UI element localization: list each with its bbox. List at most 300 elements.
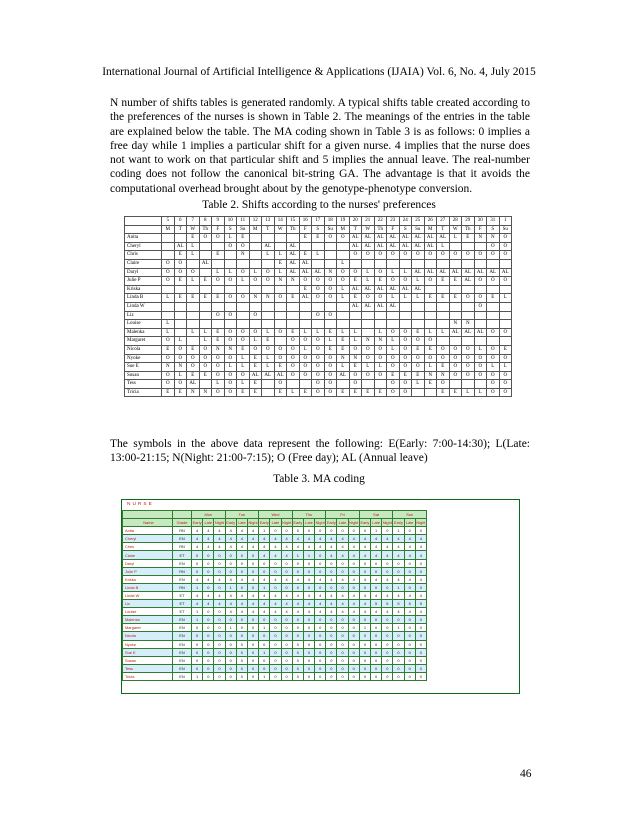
code-cell: 0 bbox=[247, 583, 258, 591]
shift-cell bbox=[162, 234, 175, 243]
code-cell: 0 bbox=[359, 559, 370, 567]
code-cell: 0 bbox=[348, 616, 359, 624]
code-cell: 0 bbox=[236, 640, 247, 648]
shift-cell bbox=[262, 311, 275, 320]
grade-cell: ET bbox=[173, 600, 192, 608]
table-row bbox=[125, 388, 512, 397]
nurse-name-cell: Daryl bbox=[125, 268, 162, 277]
shift-cell bbox=[312, 242, 325, 251]
shift-cell: AL bbox=[374, 234, 387, 243]
shift-cell: O bbox=[162, 371, 175, 380]
nurse-name-cell: Cheryl bbox=[125, 242, 162, 251]
shift-cell: E bbox=[412, 345, 425, 354]
nurse-name-cell: Malenka bbox=[125, 328, 162, 337]
shift-cell: AL bbox=[349, 242, 362, 251]
shift-cell: E bbox=[374, 277, 387, 286]
shift-cell: L bbox=[237, 363, 250, 372]
table-row bbox=[125, 363, 512, 372]
shift-cell bbox=[299, 242, 312, 251]
nurse-name-cell: Chris bbox=[125, 251, 162, 260]
code-cell: 0 bbox=[225, 664, 236, 672]
code-cell: 4 bbox=[404, 575, 415, 583]
shift-cell: O bbox=[224, 380, 237, 389]
shift-cell bbox=[412, 320, 425, 329]
weekday-header-cell: Su bbox=[412, 225, 425, 234]
weekday-header-cell: F bbox=[387, 225, 400, 234]
shift-cell: O bbox=[412, 363, 425, 372]
nurse-name-cell: Linda B bbox=[125, 294, 162, 303]
shift-cell: O bbox=[274, 294, 287, 303]
code-cell: 0 bbox=[348, 632, 359, 640]
nurse-name-cell: Nyoke bbox=[123, 640, 173, 648]
shift-cell: AL bbox=[299, 268, 312, 277]
shift-cell: O bbox=[299, 363, 312, 372]
code-cell: 4 bbox=[281, 608, 292, 616]
shift-cell: AL bbox=[187, 380, 200, 389]
table-row bbox=[123, 624, 427, 632]
code-cell: 0 bbox=[359, 672, 370, 680]
shift-cell bbox=[199, 251, 212, 260]
code-cell: 4 bbox=[337, 575, 348, 583]
table-row bbox=[123, 600, 427, 608]
nurse-name-cell: Chris bbox=[123, 543, 173, 551]
shift-cell bbox=[212, 302, 225, 311]
code-cell: 4 bbox=[415, 543, 426, 551]
shift-cell: AL bbox=[374, 242, 387, 251]
code-cell: 0 bbox=[393, 567, 404, 575]
code-cell: 0 bbox=[315, 632, 326, 640]
shift-cell bbox=[474, 259, 487, 268]
code-cell: 4 bbox=[270, 600, 281, 608]
code-cell: 4 bbox=[203, 600, 214, 608]
shift-cell bbox=[324, 251, 337, 260]
code-cell: 0 bbox=[225, 632, 236, 640]
code-cell: 0 bbox=[371, 567, 382, 575]
code-cell: 0 bbox=[326, 567, 337, 575]
shift-cell: N bbox=[374, 337, 387, 346]
code-cell: 4 bbox=[359, 535, 370, 543]
shift-cell: O bbox=[487, 277, 500, 286]
shift-cell: O bbox=[212, 388, 225, 397]
shift-cell: O bbox=[312, 363, 325, 372]
shift-cell bbox=[187, 337, 200, 346]
code-cell: 0 bbox=[404, 648, 415, 656]
shift-cell bbox=[249, 251, 262, 260]
code-cell: 0 bbox=[371, 624, 382, 632]
shift-cell: L bbox=[262, 328, 275, 337]
weekday-header-cell: S bbox=[224, 225, 237, 234]
nurse-name-cell: Claire bbox=[125, 259, 162, 268]
code-cell: 0 bbox=[404, 616, 415, 624]
shift-cell: L bbox=[187, 328, 200, 337]
table-row bbox=[125, 371, 512, 380]
code-cell: 0 bbox=[225, 559, 236, 567]
code-cell: 4 bbox=[371, 535, 382, 543]
grade-cell: EN bbox=[173, 575, 192, 583]
table-row bbox=[123, 535, 427, 543]
shift-cell: O bbox=[287, 363, 300, 372]
shift-cell: O bbox=[224, 371, 237, 380]
code-cell: 0 bbox=[236, 656, 247, 664]
nurse-name-cell: Sue E bbox=[125, 363, 162, 372]
shift-cell bbox=[499, 311, 512, 320]
shift-cell bbox=[262, 380, 275, 389]
shift-cell: O bbox=[212, 371, 225, 380]
shift-cell bbox=[162, 311, 175, 320]
shift-cell bbox=[362, 311, 375, 320]
code-cell: 0 bbox=[326, 632, 337, 640]
shift-cell: O bbox=[399, 328, 412, 337]
shift-cell: O bbox=[487, 380, 500, 389]
code-cell: 1 bbox=[259, 527, 270, 535]
table-row bbox=[125, 354, 512, 363]
shift-cell: L bbox=[387, 268, 400, 277]
code-cell: 0 bbox=[337, 527, 348, 535]
code-cell: 4 bbox=[371, 591, 382, 599]
shift-cell: O bbox=[387, 388, 400, 397]
shift-cell: O bbox=[487, 388, 500, 397]
shift-cell bbox=[237, 320, 250, 329]
ma-coding-table bbox=[122, 510, 427, 681]
shift-cell bbox=[499, 337, 512, 346]
shift-cell bbox=[249, 320, 262, 329]
shift-cell bbox=[237, 259, 250, 268]
shift-cell: L bbox=[349, 337, 362, 346]
shift-cell: O bbox=[362, 345, 375, 354]
code-cell: 0 bbox=[371, 583, 382, 591]
code-cell: 0 bbox=[270, 640, 281, 648]
shift-cell: O bbox=[362, 294, 375, 303]
table-row bbox=[123, 527, 427, 535]
code-cell: 4 bbox=[348, 535, 359, 543]
shift-cell: O bbox=[299, 371, 312, 380]
shift-cell bbox=[337, 311, 350, 320]
shift-cell: E bbox=[199, 371, 212, 380]
shift-cell bbox=[199, 268, 212, 277]
code-cell: 4 bbox=[382, 591, 393, 599]
weekday-header-cell: W bbox=[187, 225, 200, 234]
shift-cell: O bbox=[487, 371, 500, 380]
shift-cell: O bbox=[249, 345, 262, 354]
grade-cell: EN bbox=[173, 672, 192, 680]
shift-cell: O bbox=[274, 345, 287, 354]
code-cell: 0 bbox=[270, 632, 281, 640]
code-cell: 5 bbox=[404, 600, 415, 608]
code-cell: 0 bbox=[247, 559, 258, 567]
shift-cell: E bbox=[349, 388, 362, 397]
shift-cell: L bbox=[337, 259, 350, 268]
shift-cell: E bbox=[187, 294, 200, 303]
shift-cell bbox=[337, 251, 350, 260]
code-cell: 0 bbox=[337, 559, 348, 567]
shift-cell bbox=[274, 234, 287, 243]
shift-cell: L bbox=[299, 328, 312, 337]
code-cell: 0 bbox=[404, 583, 415, 591]
code-cell: 4 bbox=[203, 591, 214, 599]
table-row bbox=[125, 294, 512, 303]
shift-cell: AL bbox=[374, 302, 387, 311]
shift-cell: O bbox=[437, 380, 450, 389]
shift-cell bbox=[487, 320, 500, 329]
shift-cell: O bbox=[449, 371, 462, 380]
code-cell: 4 bbox=[382, 551, 393, 559]
shift-header-cell: Night bbox=[248, 520, 258, 526]
shift-cell: O bbox=[287, 371, 300, 380]
grade-cell: ET bbox=[173, 608, 192, 616]
code-cell: 0 bbox=[415, 559, 426, 567]
shift-cell: O bbox=[312, 294, 325, 303]
table-row bbox=[123, 543, 427, 551]
code-cell: 4 bbox=[192, 591, 203, 599]
code-cell: 0 bbox=[415, 656, 426, 664]
shift-cell: O bbox=[387, 328, 400, 337]
code-cell: 0 bbox=[359, 583, 370, 591]
code-cell: 4 bbox=[404, 551, 415, 559]
code-cell: 1 bbox=[225, 624, 236, 632]
shift-cell: N bbox=[362, 337, 375, 346]
shift-cell: L bbox=[399, 268, 412, 277]
code-cell: 4 bbox=[281, 535, 292, 543]
grade-cell: EN bbox=[173, 616, 192, 624]
weekday-header-cell: M bbox=[424, 225, 437, 234]
shift-cell: AL bbox=[387, 242, 400, 251]
shift-cell: O bbox=[424, 277, 437, 286]
code-cell: 0 bbox=[281, 567, 292, 575]
shift-cell bbox=[337, 320, 350, 329]
shift-header-cell: Early bbox=[293, 520, 303, 526]
grade-cell: EN bbox=[173, 648, 192, 656]
code-cell: 4 bbox=[259, 575, 270, 583]
shift-cell: AL bbox=[287, 268, 300, 277]
code-cell: 0 bbox=[225, 567, 236, 575]
table-row bbox=[123, 591, 427, 599]
shift-cell: E bbox=[424, 380, 437, 389]
shift-cell: E bbox=[249, 380, 262, 389]
table-row bbox=[123, 583, 427, 591]
code-cell: 4 bbox=[270, 608, 281, 616]
shift-cell bbox=[187, 259, 200, 268]
shift-cell: O bbox=[274, 328, 287, 337]
shift-cell bbox=[212, 320, 225, 329]
shift-cell: O bbox=[374, 345, 387, 354]
shift-cell bbox=[387, 311, 400, 320]
shift-cell: O bbox=[487, 354, 500, 363]
shift-cell: E bbox=[449, 388, 462, 397]
code-cell: 0 bbox=[337, 624, 348, 632]
code-cell: 0 bbox=[192, 551, 203, 559]
corner-cell bbox=[173, 511, 192, 519]
shift-cell bbox=[499, 302, 512, 311]
shift-cell bbox=[237, 302, 250, 311]
table-row bbox=[123, 559, 427, 567]
table2-caption: Table 2. Shifts according to the nurses' preferences bbox=[202, 199, 436, 211]
table-row bbox=[123, 608, 427, 616]
code-cell: 4 bbox=[326, 543, 337, 551]
code-cell: 4 bbox=[348, 591, 359, 599]
shift-cell: O bbox=[324, 363, 337, 372]
nurse-name-cell: Margaret bbox=[123, 624, 173, 632]
shift-cell bbox=[174, 320, 187, 329]
shift-cell: O bbox=[387, 277, 400, 286]
code-cell: 0 bbox=[214, 616, 225, 624]
shift-cell: O bbox=[287, 337, 300, 346]
weekday-header-cell: T bbox=[437, 225, 450, 234]
code-cell: 0 bbox=[326, 640, 337, 648]
shift-cell: AL bbox=[362, 302, 375, 311]
shift-cell: AL bbox=[374, 285, 387, 294]
shift-cell bbox=[374, 259, 387, 268]
shift-cell bbox=[399, 259, 412, 268]
shift-cell bbox=[349, 311, 362, 320]
ma-coding-panel bbox=[121, 499, 520, 694]
shift-cell: O bbox=[262, 268, 275, 277]
date-header-cell: 20 bbox=[349, 217, 362, 226]
nurse-name-cell: Kriska bbox=[123, 575, 173, 583]
code-cell: 5 bbox=[382, 600, 393, 608]
shift-header-cell: Night bbox=[416, 520, 426, 526]
shift-header-row bbox=[123, 519, 427, 527]
shift-cell: N bbox=[487, 234, 500, 243]
code-cell: 0 bbox=[315, 664, 326, 672]
code-cell: 0 bbox=[236, 624, 247, 632]
shift-cell: O bbox=[299, 354, 312, 363]
shift-cell: L bbox=[337, 363, 350, 372]
shift-cell bbox=[449, 259, 462, 268]
grade-cell: EN bbox=[173, 632, 192, 640]
shift-cell: E bbox=[212, 328, 225, 337]
code-cell: 4 bbox=[393, 551, 404, 559]
code-cell: 0 bbox=[292, 616, 303, 624]
shift-cell: L bbox=[424, 328, 437, 337]
shift-cell: L bbox=[174, 337, 187, 346]
code-cell: 0 bbox=[247, 624, 258, 632]
shift-cell: O bbox=[312, 354, 325, 363]
table-row bbox=[123, 567, 427, 575]
shift-cell: N bbox=[224, 345, 237, 354]
code-cell: 4 bbox=[292, 591, 303, 599]
body-paragraph-2: The symbols in the above data represent the following: E(Early: 7:00-14:30); L(Late: 13:00-21:15; N(Night: 21:00-7:15); O (Free day); AL (Annual leave) bbox=[110, 438, 530, 465]
shift-cell bbox=[199, 380, 212, 389]
shift-cell: E bbox=[412, 371, 425, 380]
shift-cell: E bbox=[174, 277, 187, 286]
shift-cell bbox=[362, 259, 375, 268]
table-row bbox=[125, 242, 512, 251]
shift-cell: O bbox=[474, 277, 487, 286]
code-cell: 4 bbox=[203, 527, 214, 535]
code-cell: 4 bbox=[270, 551, 281, 559]
shift-cell: O bbox=[324, 380, 337, 389]
day-header-cell: Mon bbox=[192, 511, 226, 519]
code-cell: 0 bbox=[303, 559, 314, 567]
weekday-header-cell: F bbox=[299, 225, 312, 234]
code-cell: 0 bbox=[393, 640, 404, 648]
code-cell: 0 bbox=[292, 640, 303, 648]
shift-cell: L bbox=[474, 345, 487, 354]
code-cell: 1 bbox=[292, 551, 303, 559]
code-cell: 0 bbox=[236, 672, 247, 680]
shift-header-cell: Early bbox=[226, 520, 236, 526]
code-cell: 4 bbox=[292, 535, 303, 543]
shift-cell: O bbox=[437, 345, 450, 354]
shift-cell: O bbox=[487, 328, 500, 337]
code-cell: 4 bbox=[315, 608, 326, 616]
shift-cell bbox=[212, 259, 225, 268]
shift-cell: AL bbox=[424, 242, 437, 251]
shift-cell bbox=[287, 311, 300, 320]
grade-cell: ET bbox=[173, 591, 192, 599]
shift-cell bbox=[424, 302, 437, 311]
table-header-row bbox=[125, 225, 512, 234]
code-cell: 0 bbox=[326, 656, 337, 664]
code-cell: 0 bbox=[203, 551, 214, 559]
code-cell: 0 bbox=[225, 672, 236, 680]
shift-cell: N bbox=[174, 363, 187, 372]
shift-cell: O bbox=[324, 277, 337, 286]
shift-cell: O bbox=[237, 328, 250, 337]
code-cell: 0 bbox=[292, 648, 303, 656]
shift-cell: L bbox=[187, 251, 200, 260]
code-cell: 4 bbox=[382, 575, 393, 583]
shift-cell: E bbox=[462, 234, 475, 243]
shift-cell bbox=[462, 337, 475, 346]
code-cell: 0 bbox=[203, 664, 214, 672]
day-header-cell: Thu bbox=[292, 511, 326, 519]
shift-cell: E bbox=[449, 277, 462, 286]
code-cell: 4 bbox=[214, 600, 225, 608]
code-cell: 0 bbox=[236, 559, 247, 567]
shift-cell: L bbox=[462, 388, 475, 397]
code-cell: 0 bbox=[337, 656, 348, 664]
code-cell: 4 bbox=[393, 591, 404, 599]
code-cell: 0 bbox=[393, 672, 404, 680]
shift-cell: N bbox=[212, 345, 225, 354]
code-cell: 4 bbox=[393, 535, 404, 543]
code-cell: 0 bbox=[326, 559, 337, 567]
shift-cell: O bbox=[199, 354, 212, 363]
shift-cell: O bbox=[474, 302, 487, 311]
code-cell: 4 bbox=[247, 527, 258, 535]
code-cell: 0 bbox=[359, 527, 370, 535]
code-cell: 0 bbox=[415, 567, 426, 575]
table-row bbox=[123, 575, 427, 583]
shift-cell: E bbox=[312, 234, 325, 243]
shift-cell bbox=[274, 242, 287, 251]
shift-cell: E bbox=[274, 363, 287, 372]
day-header-row bbox=[123, 511, 427, 519]
shift-cell: O bbox=[399, 277, 412, 286]
code-cell: 0 bbox=[348, 664, 359, 672]
shift-cell bbox=[199, 285, 212, 294]
code-cell: 4 bbox=[281, 591, 292, 599]
code-cell: 0 bbox=[292, 672, 303, 680]
code-cell: 0 bbox=[236, 551, 247, 559]
shift-cell: O bbox=[449, 251, 462, 260]
code-cell: 0 bbox=[348, 624, 359, 632]
shift-cell bbox=[499, 259, 512, 268]
code-cell: 0 bbox=[214, 608, 225, 616]
shift-cell: O bbox=[499, 388, 512, 397]
code-cell: 0 bbox=[203, 648, 214, 656]
shift-cell: N bbox=[424, 371, 437, 380]
code-cell: 0 bbox=[303, 624, 314, 632]
code-cell: 4 bbox=[259, 543, 270, 551]
shift-cell: O bbox=[324, 311, 337, 320]
shift-cell: AL bbox=[474, 328, 487, 337]
shift-cell: O bbox=[362, 371, 375, 380]
shift-cell bbox=[499, 285, 512, 294]
shift-cell bbox=[199, 302, 212, 311]
ma-coding-title: NURSE bbox=[127, 502, 154, 507]
